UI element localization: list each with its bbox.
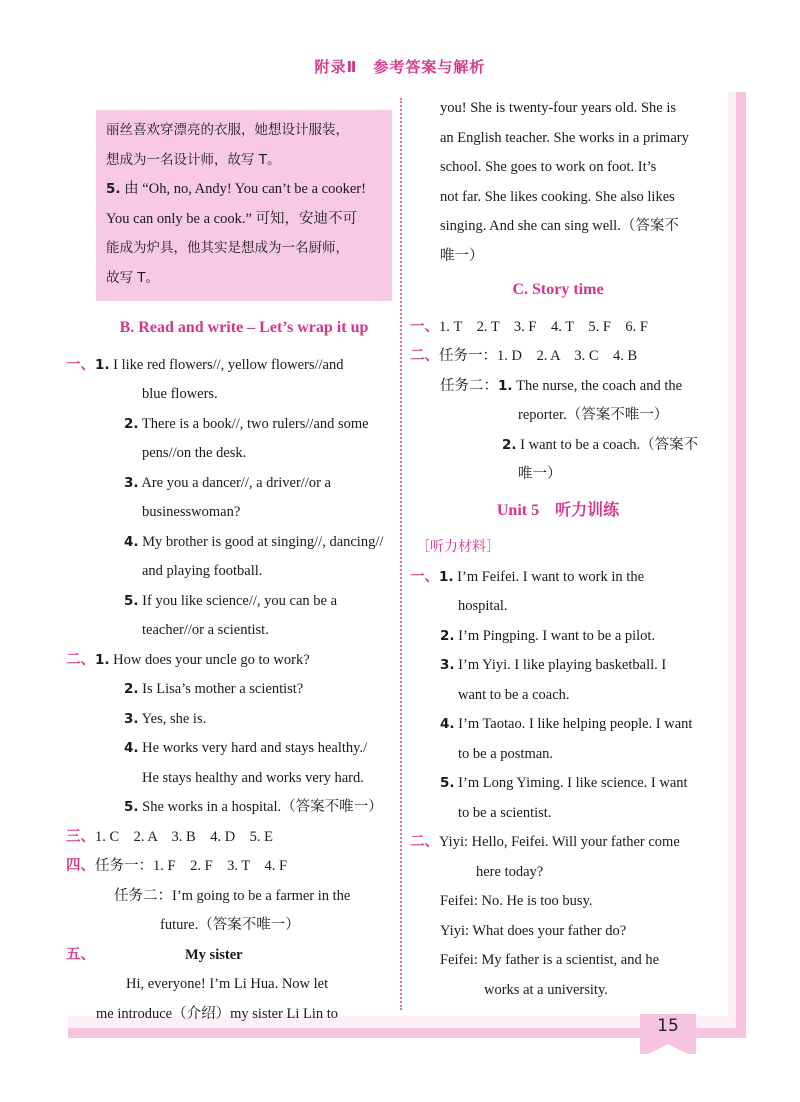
note-line: 丽丝喜欢穿漂亮的衣服，她想设计服装， (106, 122, 349, 138)
answer-row: 任务一：1. F 2. F 3. T 4. F (95, 858, 288, 874)
list-item (96, 793, 392, 823)
right-column (410, 94, 706, 1005)
left-column (66, 110, 392, 1029)
item-text: The nurse, the coach and the (516, 377, 683, 394)
item-continuation: pens//on the desk. (142, 445, 247, 461)
section-c-title: C. Story time (512, 281, 604, 298)
item-number: 2. (124, 681, 139, 697)
item-number: 3. (124, 710, 139, 727)
item-text: How does your uncle go to work? (113, 651, 310, 668)
item-continuation: works at a university. (484, 981, 608, 998)
item-number: 2. (502, 436, 517, 453)
item-number: 1. (95, 651, 110, 668)
item-text: I’m Taotao. I like helping people. I want (458, 716, 693, 732)
list-item (96, 705, 392, 735)
part-4 (66, 852, 392, 882)
essay-title: My sister (185, 946, 243, 963)
essay-line: 唯一） (440, 247, 484, 264)
item-continuation: blue flowers. (142, 386, 218, 402)
task-label: 任务二： (440, 377, 498, 394)
page-number-tab-notch (640, 1044, 696, 1058)
item-continuation: businesswoman? (142, 504, 241, 520)
item-continuation: want to be a coach. (458, 686, 570, 703)
part-marker: 一、 (410, 318, 439, 335)
item-continuation: reporter.（答案不唯一） (518, 407, 669, 423)
item-number: 1. (439, 568, 454, 585)
item-number: 1. (95, 356, 110, 373)
item-number: 5. (440, 775, 455, 791)
c-part-2 (410, 342, 706, 372)
list-item (96, 734, 392, 764)
part-marker: 五、 (66, 946, 95, 963)
note-line: You can only be a cook.” 可知，安迪不可 (106, 210, 358, 227)
dialogue-line: Yiyi: What does your father do? (440, 922, 627, 939)
note-text: 由 “Oh, no, Andy! You can’t be a cooker! (124, 181, 366, 197)
unit-title: Unit 5 听力训练 (496, 501, 620, 519)
section-b-title: B. Read and write – Let’s wrap it up (119, 319, 369, 336)
list-item (410, 563, 706, 593)
item-number: 4. (124, 740, 139, 756)
item-continuation: here today? (476, 863, 544, 880)
item-continuation: He stays healthy and works very hard. (142, 769, 364, 786)
item-text: I’m Long Yiming. I like science. I want (458, 775, 688, 791)
explanation-note (96, 110, 392, 301)
item-continuation: and playing football. (142, 563, 263, 579)
listening-part-2 (410, 828, 706, 1005)
essay-line: school. She goes to work on foot. It’s (440, 159, 657, 175)
item-continuation: 唯一） (518, 466, 562, 482)
c-part-1 (410, 313, 706, 343)
dialogue-line: Feifei: No. He is too busy. (440, 893, 593, 909)
item-text: If you like science//, you can be a (142, 592, 338, 609)
part-marker: 四、 (66, 858, 95, 874)
item-text: There is a book//, two rulers//and some (141, 415, 369, 432)
item-text: Is Lisa’s mother a scientist? (142, 681, 304, 697)
item-text: I’m Pingping. I want to be a pilot. (458, 627, 656, 644)
item-number: 4. (124, 533, 139, 550)
essay-line: an English teacher. She works in a primary (440, 129, 689, 146)
item-number: 3. (440, 657, 455, 673)
list-item (66, 646, 392, 676)
part-marker: 一、 (410, 568, 439, 585)
item-text: I’m Feifei. I want to work in the (457, 568, 644, 585)
answer-row: 1. C 2. A 3. B 4. D 5. E (95, 828, 274, 845)
item-text: I want to be a coach.（答案不 (520, 436, 699, 453)
essay-line: Hi, everyone! I’m Li Hua. Now let (126, 976, 329, 992)
answer-row: 任务一：1. D 2. A 3. C 4. B (439, 348, 638, 364)
part-marker: 二、 (66, 651, 95, 668)
item-text: I’m Yiyi. I like playing basketball. I (458, 657, 667, 673)
part-5 (66, 941, 392, 971)
list-item (96, 675, 392, 705)
answer-row: 1. T 2. T 3. F 4. T 5. F 6. F (439, 318, 648, 335)
note-line: 故写 T。 (106, 269, 160, 286)
part-marker: 一、 (66, 356, 95, 373)
item-number: 3. (124, 474, 139, 491)
part-marker: 二、 (410, 834, 439, 850)
list-item (96, 469, 392, 499)
item-text: Are you a dancer//, a driver//or a (141, 474, 331, 491)
item-number: 1. (498, 377, 513, 394)
item-number: 2. (440, 627, 455, 644)
list-item (66, 351, 392, 381)
essay-line: me introduce（介绍）my sister Li Lin to (96, 1005, 339, 1022)
item-text: Yes, she is. (141, 710, 207, 727)
note-line: 想成为一名设计师，故写 T。 (106, 151, 281, 168)
list-item (96, 587, 392, 617)
list-item (96, 410, 392, 440)
page-header: 附录Ⅱ 参考答案与解析 (314, 58, 486, 76)
list-item (410, 431, 706, 461)
item-continuation: to be a postman. (458, 745, 554, 762)
item-continuation: hospital. (458, 598, 508, 614)
item-number: 5. (124, 799, 139, 815)
item-text: I like red flowers//, yellow flowers//and (113, 356, 344, 373)
list-item (410, 622, 706, 652)
essay-line: singing. And she can sing well.（答案不 (440, 218, 679, 234)
item-number: 5. (124, 592, 139, 609)
list-item (410, 372, 706, 402)
item-text: My brother is good at singing//, dancing// (142, 533, 384, 550)
list-item (410, 651, 706, 681)
answer-row: 任务二：I’m going to be a farmer in the (114, 887, 351, 904)
listening-part-1 (410, 563, 706, 829)
item-continuation: to be a scientist. (458, 804, 552, 821)
part-marker: 二、 (410, 348, 439, 364)
part-2 (66, 646, 392, 823)
item-text: He works very hard and stays healthy./ (142, 740, 368, 756)
essay-continued (410, 94, 706, 271)
item-number: 4. (440, 716, 455, 732)
item-continuation: future.（答案不唯一） (160, 917, 300, 933)
column-divider (400, 98, 402, 1010)
essay-line: you! She is twenty-four years old. She is (440, 100, 676, 116)
essay-line: not far. She likes cooking. She also likes (440, 188, 675, 205)
item-number: 2. (124, 415, 139, 432)
part-1 (66, 351, 392, 646)
item-number: 5. (106, 181, 121, 197)
dialogue-line: Feifei: My father is a scientist, and he (440, 952, 660, 968)
list-item (410, 769, 706, 799)
item-continuation: teacher//or a scientist. (142, 622, 269, 638)
list-item (96, 528, 392, 558)
listening-material-label: ［听力材料］ (416, 539, 500, 555)
part-marker: 三、 (66, 828, 95, 845)
page-number: 15 (657, 1016, 679, 1036)
note-line (106, 175, 382, 205)
list-item (410, 710, 706, 740)
dialogue-text: Yiyi: Hello, Feifei. Will your father come (439, 834, 680, 850)
note-line: 能成为炉具，他其实是想成为一名厨师， (106, 240, 349, 256)
item-text: She works in a hospital.（答案不唯一） (142, 799, 383, 815)
part-3 (66, 823, 392, 853)
dialogue-line (410, 828, 706, 858)
